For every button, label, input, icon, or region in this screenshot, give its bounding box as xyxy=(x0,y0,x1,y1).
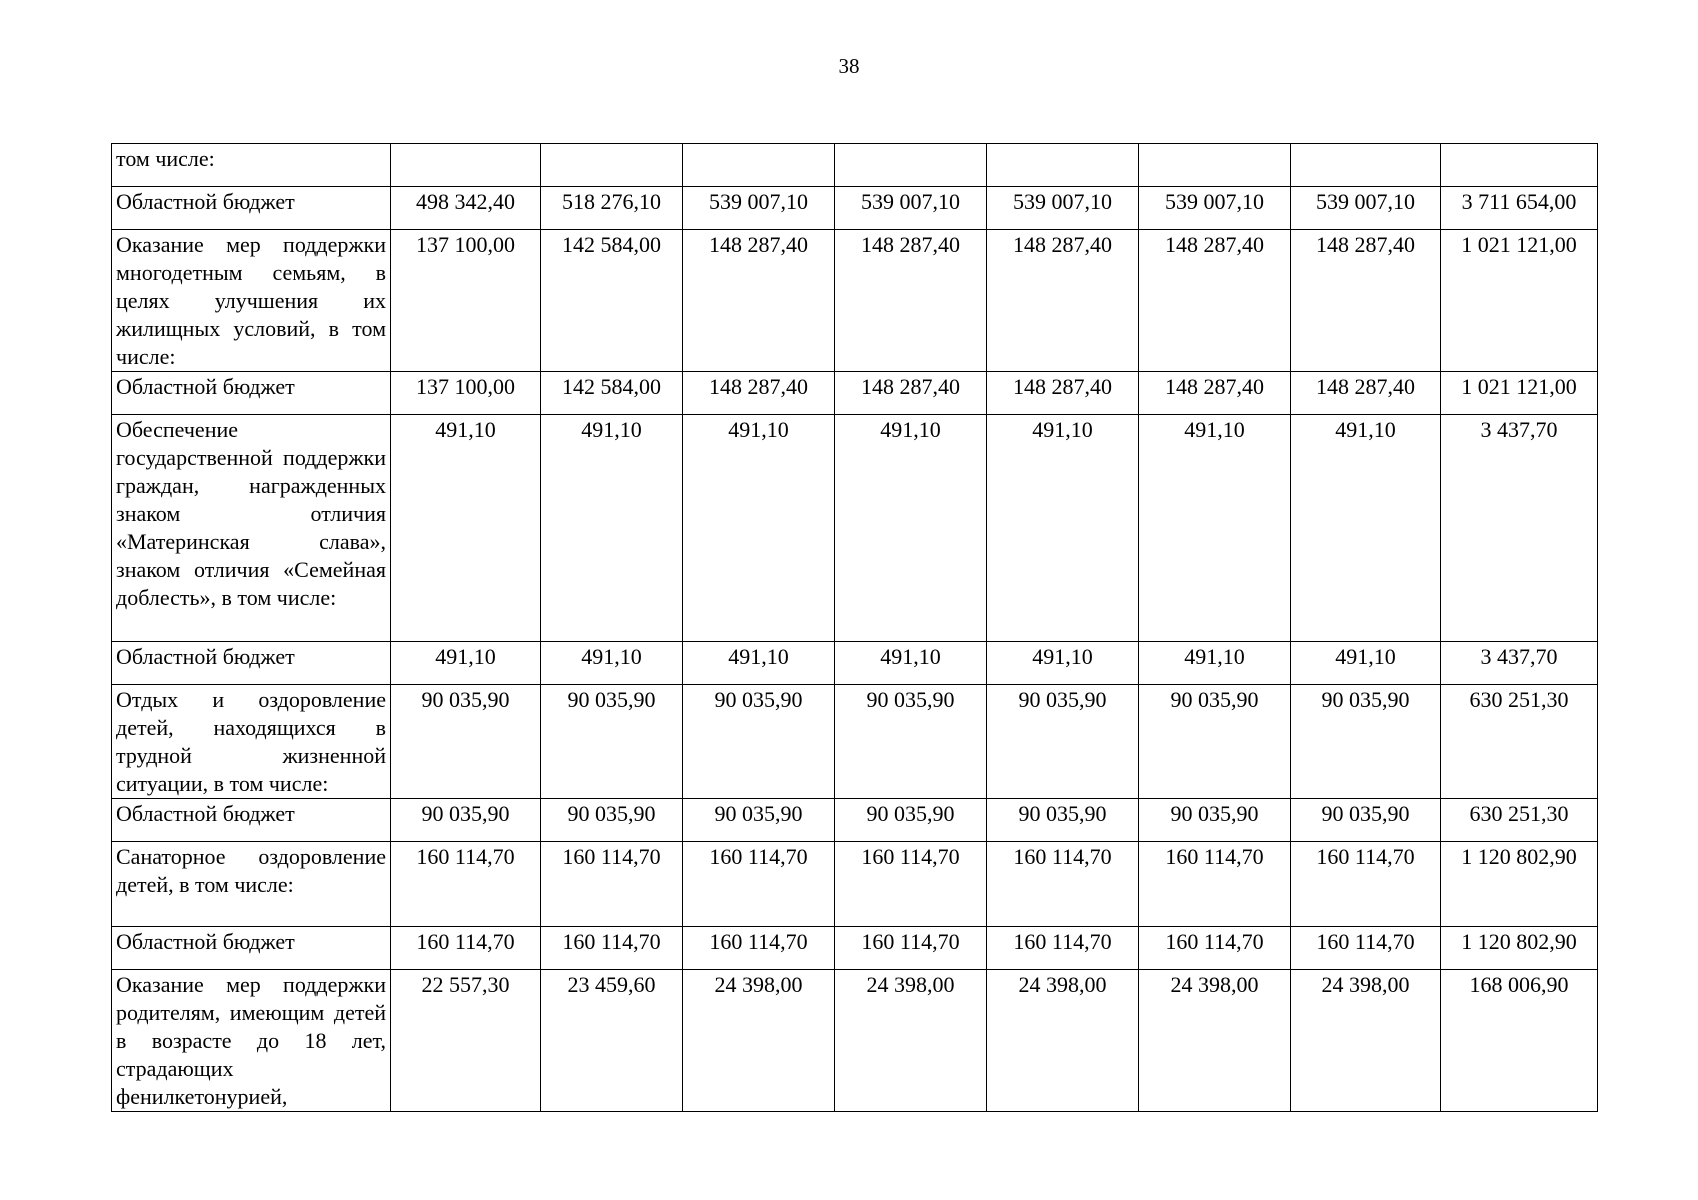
value-cell xyxy=(1139,144,1291,187)
value-cell: 90 035,90 xyxy=(683,799,835,842)
value-cell: 137 100,00 xyxy=(391,372,541,415)
row-label: Обеспечение государственной поддержки граждан, награжденных знаком отличия «Материнская слава», знаком отличия «Семейная доблесть», в том числе: xyxy=(112,415,391,642)
total-cell: 168 006,90 xyxy=(1441,970,1598,1112)
row-label: Областной бюджет xyxy=(112,642,391,685)
total-cell: 1 120 802,90 xyxy=(1441,927,1598,970)
value-cell: 142 584,00 xyxy=(541,230,683,372)
value-cell: 23 459,60 xyxy=(541,970,683,1112)
value-cell: 491,10 xyxy=(1139,642,1291,685)
total-cell: 630 251,30 xyxy=(1441,685,1598,799)
total-cell: 1 021 121,00 xyxy=(1441,230,1598,372)
value-cell: 24 398,00 xyxy=(1291,970,1441,1112)
value-cell: 90 035,90 xyxy=(1291,685,1441,799)
value-cell: 491,10 xyxy=(541,415,683,642)
value-cell: 491,10 xyxy=(683,415,835,642)
row-label: том числе: xyxy=(112,144,391,187)
table-row xyxy=(112,799,1598,842)
value-cell xyxy=(987,144,1139,187)
value-cell xyxy=(541,144,683,187)
value-cell: 148 287,40 xyxy=(1139,230,1291,372)
value-cell: 148 287,40 xyxy=(683,372,835,415)
value-cell: 491,10 xyxy=(391,642,541,685)
table-row xyxy=(112,230,1598,372)
value-cell: 160 114,70 xyxy=(1139,842,1291,927)
table-row xyxy=(112,685,1598,799)
value-cell: 491,10 xyxy=(683,642,835,685)
value-cell: 160 114,70 xyxy=(1139,927,1291,970)
table-row xyxy=(112,842,1598,927)
total-cell xyxy=(1441,144,1598,187)
total-cell: 3 437,70 xyxy=(1441,642,1598,685)
value-cell: 90 035,90 xyxy=(987,799,1139,842)
value-cell: 90 035,90 xyxy=(1291,799,1441,842)
value-cell: 160 114,70 xyxy=(987,927,1139,970)
table-row xyxy=(112,372,1598,415)
value-cell: 90 035,90 xyxy=(541,685,683,799)
table-row xyxy=(112,970,1598,1112)
value-cell: 90 035,90 xyxy=(987,685,1139,799)
value-cell: 539 007,10 xyxy=(1291,187,1441,230)
row-label: Отдых и оздоровление детей, находящихся в трудной жизненной ситуации, в том числе: xyxy=(112,685,391,799)
value-cell xyxy=(1291,144,1441,187)
row-label: Оказание мер поддержки многодетным семьям, в целях улучшения их жилищных условий, в том числе: xyxy=(112,230,391,372)
total-cell: 630 251,30 xyxy=(1441,799,1598,842)
value-cell: 160 114,70 xyxy=(1291,927,1441,970)
table-row xyxy=(112,642,1598,685)
total-cell: 1 021 121,00 xyxy=(1441,372,1598,415)
value-cell: 90 035,90 xyxy=(391,799,541,842)
value-cell: 160 114,70 xyxy=(987,842,1139,927)
value-cell: 90 035,90 xyxy=(835,799,987,842)
budget-table xyxy=(111,143,1598,1112)
value-cell: 148 287,40 xyxy=(1291,372,1441,415)
value-cell: 148 287,40 xyxy=(835,372,987,415)
value-cell: 518 276,10 xyxy=(541,187,683,230)
value-cell: 491,10 xyxy=(1291,415,1441,642)
value-cell: 491,10 xyxy=(987,642,1139,685)
value-cell: 24 398,00 xyxy=(835,970,987,1112)
value-cell: 539 007,10 xyxy=(835,187,987,230)
value-cell: 539 007,10 xyxy=(987,187,1139,230)
table-body xyxy=(112,144,1598,1112)
value-cell: 90 035,90 xyxy=(1139,685,1291,799)
value-cell: 160 114,70 xyxy=(1291,842,1441,927)
value-cell: 160 114,70 xyxy=(835,842,987,927)
value-cell: 491,10 xyxy=(835,642,987,685)
value-cell: 160 114,70 xyxy=(683,842,835,927)
value-cell: 90 035,90 xyxy=(683,685,835,799)
row-label: Оказание мер поддержки родителям, имеющим детей в возрасте до 18 лет, страдающих фенилкетонурией, xyxy=(112,970,391,1112)
row-label: Областной бюджет xyxy=(112,799,391,842)
value-cell: 491,10 xyxy=(835,415,987,642)
value-cell: 22 557,30 xyxy=(391,970,541,1112)
value-cell xyxy=(391,144,541,187)
row-label: Областной бюджет xyxy=(112,372,391,415)
table-row xyxy=(112,187,1598,230)
value-cell: 148 287,40 xyxy=(987,230,1139,372)
value-cell: 160 114,70 xyxy=(835,927,987,970)
value-cell: 90 035,90 xyxy=(835,685,987,799)
total-cell: 3 437,70 xyxy=(1441,415,1598,642)
value-cell: 539 007,10 xyxy=(1139,187,1291,230)
table-row xyxy=(112,144,1598,187)
value-cell: 24 398,00 xyxy=(683,970,835,1112)
value-cell: 160 114,70 xyxy=(391,927,541,970)
value-cell: 90 035,90 xyxy=(1139,799,1291,842)
total-cell: 3 711 654,00 xyxy=(1441,187,1598,230)
value-cell: 90 035,90 xyxy=(391,685,541,799)
value-cell: 160 114,70 xyxy=(541,842,683,927)
value-cell xyxy=(835,144,987,187)
value-cell: 24 398,00 xyxy=(1139,970,1291,1112)
value-cell: 90 035,90 xyxy=(541,799,683,842)
table-row xyxy=(112,415,1598,642)
value-cell: 491,10 xyxy=(541,642,683,685)
value-cell: 491,10 xyxy=(391,415,541,642)
value-cell: 137 100,00 xyxy=(391,230,541,372)
value-cell: 148 287,40 xyxy=(987,372,1139,415)
value-cell: 148 287,40 xyxy=(835,230,987,372)
row-label: Санаторное оздоровление детей, в том числе: xyxy=(112,842,391,927)
total-cell: 1 120 802,90 xyxy=(1441,842,1598,927)
table-row xyxy=(112,927,1598,970)
value-cell: 148 287,40 xyxy=(1291,230,1441,372)
value-cell: 160 114,70 xyxy=(391,842,541,927)
value-cell: 24 398,00 xyxy=(987,970,1139,1112)
value-cell: 498 342,40 xyxy=(391,187,541,230)
value-cell: 148 287,40 xyxy=(1139,372,1291,415)
row-label: Областной бюджет xyxy=(112,187,391,230)
page-number: 38 xyxy=(838,54,860,78)
value-cell: 160 114,70 xyxy=(541,927,683,970)
value-cell: 539 007,10 xyxy=(683,187,835,230)
value-cell: 142 584,00 xyxy=(541,372,683,415)
value-cell xyxy=(683,144,835,187)
value-cell: 491,10 xyxy=(1291,642,1441,685)
value-cell: 160 114,70 xyxy=(683,927,835,970)
value-cell: 491,10 xyxy=(987,415,1139,642)
value-cell: 148 287,40 xyxy=(683,230,835,372)
row-label: Областной бюджет xyxy=(112,927,391,970)
value-cell: 491,10 xyxy=(1139,415,1291,642)
